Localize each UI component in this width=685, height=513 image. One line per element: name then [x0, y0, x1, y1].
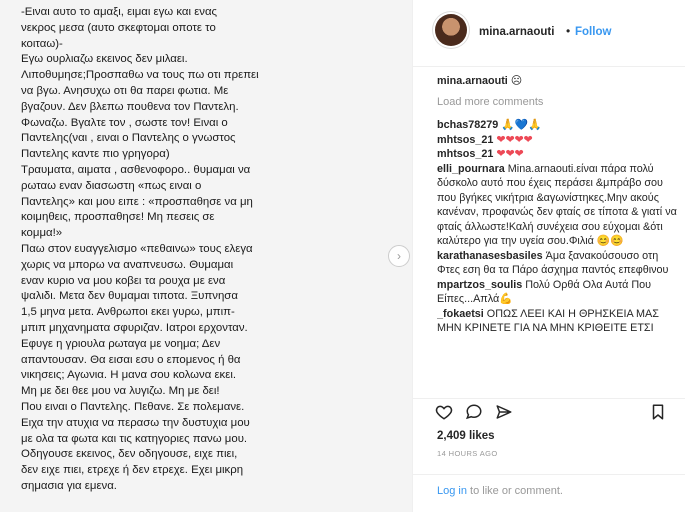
likes-count[interactable]: 2,409 likes: [437, 430, 495, 442]
post-text-line: Φωναζω. Βγαλτε τον , σωστε τον! Ειναι ο: [21, 116, 228, 129]
comment-username[interactable]: elli_pournara: [437, 162, 505, 175]
post-text: [21, 5, 401, 495]
post-text-line: κοιταω)-: [21, 37, 63, 50]
comment: [437, 162, 682, 249]
post-text-line: Που ειναι ο Παντελης. Πεθανε. Σε πολεμανε.: [21, 400, 245, 413]
post-text-line: νεκρος μεσα (αυτο σκεφτομαι οποτε το: [21, 21, 216, 34]
comment-username[interactable]: bchas78279: [437, 119, 499, 131]
heart-icon[interactable]: [435, 403, 453, 421]
post-text-line: βγαζουν. Δεν βλεπω πουθενα τον Παντελη.: [21, 100, 239, 113]
comment-text: 🙏💙🙏: [498, 119, 542, 131]
bookmark-icon[interactable]: [649, 403, 667, 421]
post-text-line: Παντελης καντε πιο γρηγορα): [21, 148, 170, 161]
comment: [437, 278, 682, 307]
post-text-line: με ολα τα φωτα και τις κατηγοριες πανω μου.: [21, 432, 248, 445]
post-text-line: Παντελης» και μου ειπε : «προσπαθησε να μη: [21, 195, 253, 208]
post-text-line: Παω στον ευαγγελισμο «πεθαινω» τους ελεγα: [21, 242, 253, 255]
post-header: [413, 0, 685, 67]
comment-text: ❤❤❤❤: [493, 133, 533, 146]
comment-username[interactable]: mhtsos_21: [437, 148, 494, 160]
comment-username[interactable]: mhtsos_21: [437, 133, 494, 146]
post-text-line: -Ειναι αυτο το αμαξι, ειμαι εγω και ενας: [21, 6, 218, 18]
comment: [437, 133, 682, 148]
post-text-line: Τραυματα, αιματα , ασθενοφορο.. θυμαμαι να: [21, 163, 251, 176]
chevron-right-icon: ›: [397, 249, 401, 263]
caption: [437, 74, 682, 89]
login-prompt: [437, 485, 563, 497]
comment-text: Mina.arnaouti.είναι πάρα πολύ δύσκολο αυτό που έχεις περάσει &μπράβο σου που βγήκες νικήτρια &αγωνίστηκες.Μην ακούς κανέναν, προφανώς δεν φταίς σε τίποτα & γιατί να φταίς άλλωστε!Καλή συνέχεια σου εύχομαι &ότι καλύτερο για την υγεία σου.Φιλιά 😊😊: [437, 162, 677, 247]
login-prompt-text: to like or comment.: [466, 485, 563, 497]
post-text-line: κομμα!»: [21, 227, 63, 240]
header-separator: •: [566, 24, 571, 38]
comment-username[interactable]: karathanasesbasiles: [437, 249, 543, 262]
comment: [437, 118, 682, 133]
carousel-next-button[interactable]: [388, 245, 410, 267]
caption-username[interactable]: mina.arnaouti: [437, 75, 508, 87]
post-text-line: δεν ειχε πιει, ετρεχε ή δεν ετρεχε. Εχει μικρη: [21, 464, 244, 477]
login-link[interactable]: Log in: [437, 485, 467, 497]
comment-text: ΟΠΩΣ ΛΕΕΙ ΚΑΙ Η ΘΡΗΣΚΕΙΑ ΜΑΣ ΜΗΝ ΚΡΙΝΕΤΕ ΓΙΑ ΝΑ ΜΗΝ ΚΡΙΘΕΙΤΕ ΕΤΣΙ: [437, 307, 659, 334]
caption-text: ☹: [510, 75, 523, 87]
action-bar: [413, 398, 685, 421]
comment-text: ❤❤❤: [493, 148, 524, 160]
avatar[interactable]: [435, 14, 467, 46]
share-icon[interactable]: [495, 403, 513, 421]
post-text-line: Ειχα την ατυχια να περασω την δυστυχια μου: [21, 416, 250, 429]
post-text-line: Μη με δει θεε μου να λυγιζω. Μη με δει!: [21, 385, 220, 398]
comment: [437, 307, 682, 336]
post-text-line: ρωταω εναν διασωστη «πως ειναι ο: [21, 179, 202, 192]
post-text-line: Εγω ουρλιαζω εκεινος δεν μιλαει.: [21, 53, 188, 66]
post-text-line: να βγω. Ανησυχω οτι θα παρει φωτια. Με: [21, 84, 229, 97]
post-text-line: Οδηγουσε εκεινος, δεν οδηγουσε, ειχε πιει,: [21, 448, 238, 461]
header-username[interactable]: mina.arnaouti: [479, 26, 555, 38]
post-text-line: Παντελης(ναι , ειναι ο Παντελης ο γνωστος: [21, 132, 236, 145]
post-text-line: Εφυγε η γριουλα ρωταγα με νοημα; Δεν: [21, 337, 221, 350]
post-text-line: νικησεις; Αγωνια. Η μανα σου κολωνα εκει.: [21, 369, 237, 382]
post-timestamp: 14 HOURS AGO: [437, 449, 498, 458]
post-text-line: 1,5 μηνα μετα. Ανθρωποι εκει γυρω, μπιπ-: [21, 306, 235, 319]
post-text-line: ψαλιδι. Μετα δεν θυμαμαι τιποτα. Ξυπνησα: [21, 290, 238, 303]
comment-text: Πολύ Ορθά Ολα Αυτά Που Είπες...Απλά💪: [437, 278, 652, 305]
post-text-line: Λιποθυμησε;Προσπαθω να τους πω οτι πρεπει: [21, 69, 259, 82]
comment: [437, 249, 682, 278]
load-more-comments-button[interactable]: Load more comments: [437, 95, 544, 108]
post-sidebar: [412, 0, 685, 512]
comment-icon[interactable]: [465, 403, 483, 421]
login-bar: [413, 474, 685, 513]
post-text-line: κοιμηθεις, προσπαθησε! Μη πεσεις σε: [21, 211, 215, 224]
comment-username[interactable]: mpartzos_soulis: [437, 278, 523, 291]
comments-section: [437, 74, 682, 336]
comment-text: Άμα ξανακούσουσο οτη Φτες εση θα τα Πάρο άσχημα παντός επεφθινου: [437, 249, 669, 276]
post-text-line: εναν κυριο να μου κοβει τα ρουχα με ενα: [21, 274, 226, 287]
post-text-line: μπιπ μηχανηματα σφυριζαν. Ιατροι ερχονταν.: [21, 321, 248, 334]
comment-list: [437, 118, 682, 336]
comment-username[interactable]: _fokaetsi: [437, 307, 484, 320]
comment: [437, 147, 682, 162]
post-text-line: σημασια για εμενα.: [21, 479, 117, 492]
post-text-line: χωρις να μπορω να αναπνευσω. Θυμαμαι: [21, 258, 234, 271]
post-text-line: απαντουσαν. Θα εισαι εσυ ο επομενος ή θα: [21, 353, 241, 366]
follow-button[interactable]: Follow: [575, 26, 612, 38]
